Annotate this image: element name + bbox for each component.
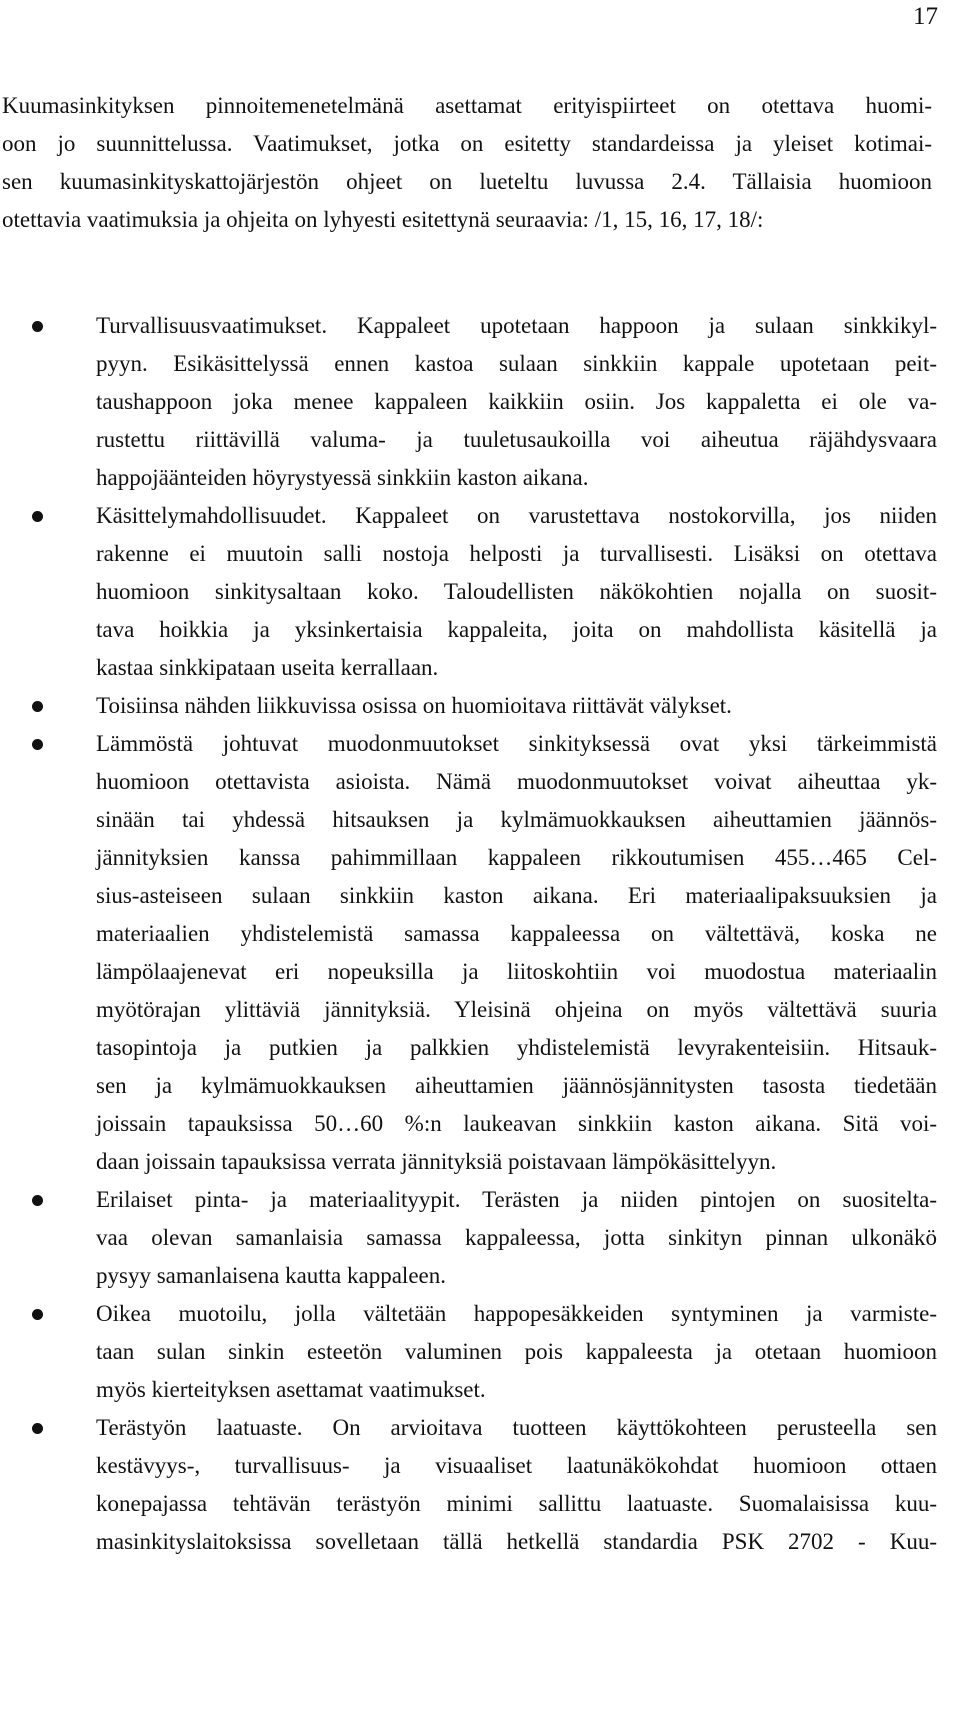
list-item-line: Lämmöstä johtuvat muodonmuutokset sinkityksessä ovat yksi tärkeimmistä [96, 731, 937, 756]
list-item-line: Oikea muotoilu, jolla vältetään happopesäkkeiden syntyminen ja varmiste- [96, 1301, 937, 1326]
list-item-line: sinään tai yhdessä hitsauksen ja kylmämuokkauksen aiheuttamien jäännös- [96, 807, 937, 832]
list-item [0, 1409, 937, 1561]
list-item-line: Turvallisuusvaatimukset. Kappaleet upotetaan happoon ja sulaan sinkkikyl- [96, 313, 937, 338]
list-item-line: pyyn. Esikäsittelyssä ennen kastoa sulaan sinkkiin kappale upotetaan peit- [96, 351, 937, 376]
list-item-line: kastaa sinkkipataan useita kerrallaan. [96, 655, 439, 680]
bullet-point-icon [32, 1195, 43, 1206]
list-item [0, 1295, 937, 1409]
intro-line: oon jo suunnittelussa. Vaatimukset, jotka on esitetty standardeissa ja yleiset kotimai- [2, 131, 932, 156]
bullet-point-icon [32, 321, 43, 332]
list-item-line: Käsittelymahdollisuudet. Kappaleet on varustettava nostokorvilla, jos niiden [96, 503, 937, 528]
list-item-line: huomioon sinkitysaltaan koko. Taloudellisten näkökohtien nojalla on suosit- [96, 579, 937, 604]
list-item-line: materiaalien yhdistelemistä samassa kappaleessa on vältettävä, koska ne [96, 921, 937, 946]
intro-line: otettavia vaatimuksia ja ohjeita on lyhyesti esitettynä seuraavia: /1, 15, 16, 17, 18/: [2, 207, 764, 232]
list-item-line: sius-asteiseen sulaan sinkkiin kaston aikana. Eri materiaalipaksuuksien ja [96, 883, 937, 908]
page-number: 17 [913, 3, 938, 30]
list-item-line: myös kierteityksen asettamat vaatimukset. [96, 1377, 486, 1402]
list-item [0, 497, 937, 687]
list-item-line: Toisiinsa nähden liikkuvissa osissa on huomioitava riittävät välykset. [96, 693, 732, 718]
bullet-point-icon [32, 701, 43, 712]
list-item-line: lämpölaajenevat eri nopeuksilla ja liitoskohtiin voi muodostua materiaalin [96, 959, 937, 984]
list-item [0, 725, 937, 1181]
list-item-line: masinkityslaitoksissa sovelletaan tällä hetkellä standardia PSK 2702 - Kuu- [96, 1529, 937, 1554]
requirements-list [0, 307, 960, 1561]
list-item [0, 1181, 937, 1295]
list-item-line: vaa olevan samanlaisia samassa kappaleessa, jotta sinkityn pinnan ulkonäkö [96, 1225, 937, 1250]
list-item-line: kestävyys-, turvallisuus- ja visuaaliset laatunäkökohdat huomioon ottaen [96, 1453, 937, 1478]
list-item-line: sen ja kylmämuokkauksen aiheuttamien jäännösjännitysten tasosta tiedetään [96, 1073, 937, 1098]
list-item-line: myötörajan ylittäviä jännityksiä. Yleisinä ohjeina on myös vältettävä suuria [96, 997, 937, 1022]
list-item-line: huomioon otettavista asioista. Nämä muodonmuutokset voivat aiheuttaa yk- [96, 769, 937, 794]
bullet-point-icon [32, 1309, 43, 1320]
list-item-line: konepajassa tehtävän terästyön minimi sallittu laatuaste. Suomalaisissa kuu- [96, 1491, 937, 1516]
list-item-line: rakenne ei muutoin salli nostoja helposti ja turvallisesti. Lisäksi on otettava [96, 541, 937, 566]
list-item-line: rustettu riittävillä valuma- ja tuuletusaukoilla voi aiheutua räjähdysvaara [96, 427, 937, 452]
list-item-line: tava hoikkia ja yksinkertaisia kappaleita, joita on mahdollista käsitellä ja [96, 617, 937, 642]
list-item [0, 307, 937, 497]
list-item-line: Erilaiset pinta- ja materiaalityypit. Terästen ja niiden pintojen on suositelta- [96, 1187, 937, 1212]
list-item-line: Terästyön laatuaste. On arvioitava tuotteen käyttökohteen perusteella sen [96, 1415, 937, 1440]
list-item-line: pysyy samanlaisena kautta kappaleen. [96, 1263, 446, 1288]
intro-paragraph [2, 87, 932, 239]
list-item-line: happojäänteiden höyrystyessä sinkkiin kaston aikana. [96, 465, 589, 490]
list-item [0, 687, 937, 725]
list-item-line: tasopintoja ja putkien ja palkkien yhdistelemistä levyrakenteisiin. Hitsauk- [96, 1035, 937, 1060]
bullet-point-icon [32, 739, 43, 750]
list-item-line: joissain tapauksissa 50…60 %:n laukeavan sinkkiin kaston aikana. Sitä voi- [96, 1111, 937, 1136]
bullet-point-icon [32, 511, 43, 522]
list-item-line: jännityksien kanssa pahimmillaan kappaleen rikkoutumisen 455…465 Cel- [96, 845, 937, 870]
list-item-line: daan joissain tapauksissa verrata jännityksiä poistavaan lämpökäsittelyyn. [96, 1149, 777, 1174]
intro-line: sen kuumasinkityskattojärjestön ohjeet on lueteltu luvussa 2.4. Tällaisia huomioon [2, 169, 932, 194]
list-item-line: taushappoon joka menee kappaleen kaikkiin osiin. Jos kappaletta ei ole va- [96, 389, 937, 414]
bullet-point-icon [32, 1423, 43, 1434]
list-item-line: taan sulan sinkin esteetön valuminen pois kappaleesta ja otetaan huomioon [96, 1339, 937, 1364]
intro-line: Kuumasinkityksen pinnoitemenetelmänä asettamat erityispiirteet on otettava huomi- [2, 93, 932, 118]
